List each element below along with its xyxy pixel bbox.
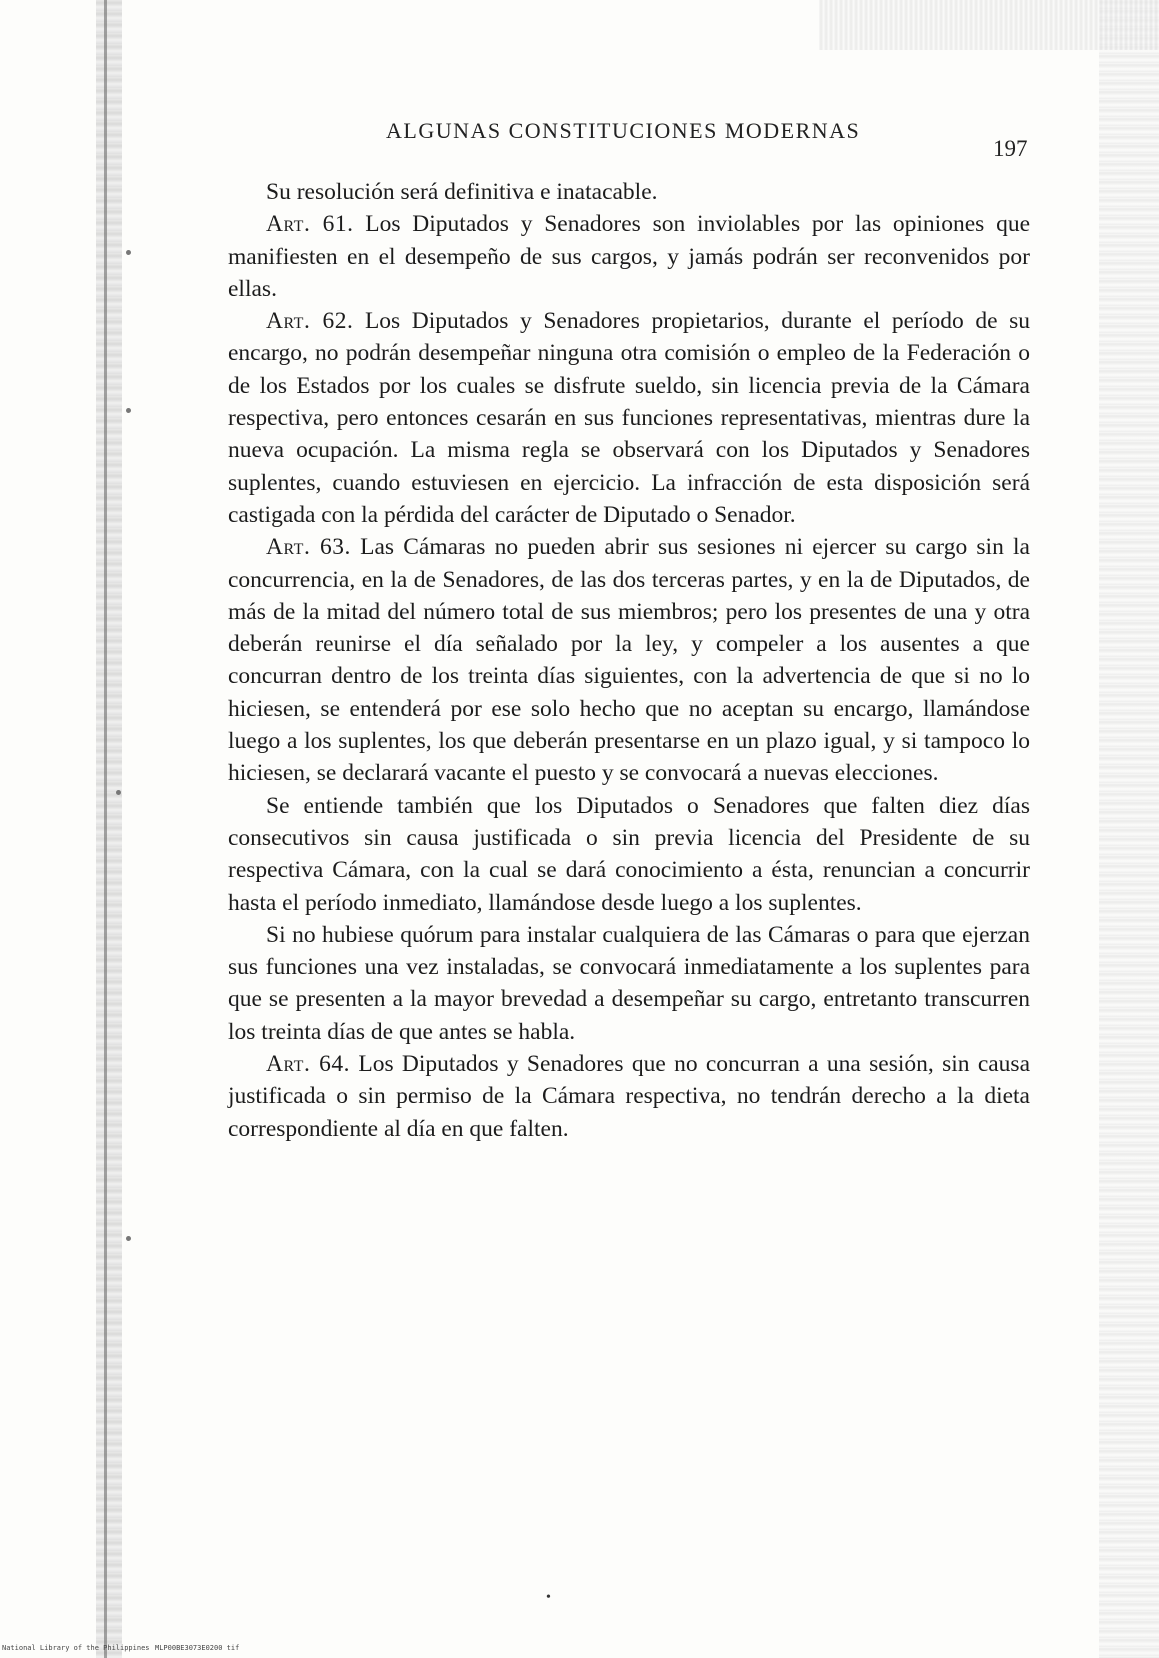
paragraph-art-64 (228, 1048, 1030, 1145)
scan-id: MLP00BE3073E0200 tif (155, 1644, 240, 1652)
margin-mark (126, 250, 131, 255)
article-label: Art. 63. (266, 534, 351, 561)
binding-shadow (96, 0, 122, 1658)
paragraph-text: Los Diputados y Senadores propietarios, durante el período de su encargo, no podrán desempeñar ninguna otra comisión o empleo de la Federación o de los Estados por los cuales se disfrute sueldo, sin licencia previa de la Cámara respectiva, pero entonces cesarán en sus funciones representativas, mientras dure la nueva ocupación. La misma regla se observará con los Diputados y Senadores suplentes, cuando estuviesen en ejercicio. La infracción de esta disposición será castigada con la pérdida del carácter de Diputado o Senador. (228, 308, 1031, 528)
paragraph-text: Si no hubiese quórum para instalar cualquiera de las Cámaras o para que ejerzan sus funciones una vez instaladas, se convocará inmediatamente a los suplentes para que se presenten a la mayor brevedad a desempeñar su cargo, entretanto transcurren los treinta días de que antes se habla. (228, 921, 1030, 1045)
top-edge-speckle (819, 0, 1159, 50)
body-text (228, 176, 1030, 1145)
right-edge-speckle (1099, 0, 1159, 1658)
page-number: 197 (993, 136, 1028, 161)
paragraph-0 (228, 176, 1030, 208)
article-label: Art. 61. (266, 211, 354, 238)
library-stamp: National Library of the Philippines (2, 1644, 150, 1652)
paragraph-text: Se entiende también que los Diputados o Senadores que falten diez días consecutivos sin causa justificada o sin previa licencia del Presidente de su respectiva Cámara, con la cual se dará conocimiento a ésta, renuncian a concurrir hasta el período inmediato, llamándose desde luego a los suplentes. (228, 792, 1030, 916)
binding-line (104, 0, 107, 1658)
paragraph-text: Los Diputados y Senadores son inviolables por las opiniones que manifiesten en el desempeño de sus cargos, y jamás podrán ser reconvenidos por ellas. (228, 211, 1030, 302)
margin-mark (126, 408, 131, 413)
paragraph-4 (228, 790, 1030, 919)
paragraph-text: Los Diputados y Senadores que no concurran a una sesión, sin causa justificada o sin permiso de la Cámara respectiva, no tendrán derecho a la dieta correspondiente al día en que falten. (228, 1051, 1031, 1142)
paragraph-text: Las Cámaras no pueden abrir sus sesiones ni ejercer su cargo sin la concurrencia, en la de Senadores, de las dos terceras partes, y en la de Diputados, de más de la mitad del número total de sus miembros; pero los presentes de una y otra deberán reunirse el día señalado por la ley, y compeler a los ausentes a que concurran dentro de los treinta días siguientes, con la advertencia de que si no lo hiciesen, se entenderá por ese solo hecho que no aceptan su encargo, llamándose luego a los suplentes, los que deberán presentarse en un plazo igual, y si tampoco lo hiciesen, se declarará vacante el puesto y se convocará a nuevas elecciones. (228, 534, 1030, 787)
paragraph-art-63 (228, 531, 1030, 789)
paragraph-art-62 (228, 305, 1030, 531)
running-title: ALGUNAS CONSTITUCIONES MODERNAS (386, 118, 861, 143)
article-label: Art. 62. (266, 308, 354, 335)
article-label: Art. 64. (266, 1051, 351, 1078)
bottom-dot-mark: • (546, 1590, 551, 1605)
margin-mark (126, 1236, 131, 1241)
paragraph-5 (228, 919, 1030, 1048)
paragraph-art-61 (228, 208, 1030, 305)
paragraph-text: Su resolución será definitiva e inatacable. (266, 179, 658, 205)
margin-mark (116, 790, 121, 795)
